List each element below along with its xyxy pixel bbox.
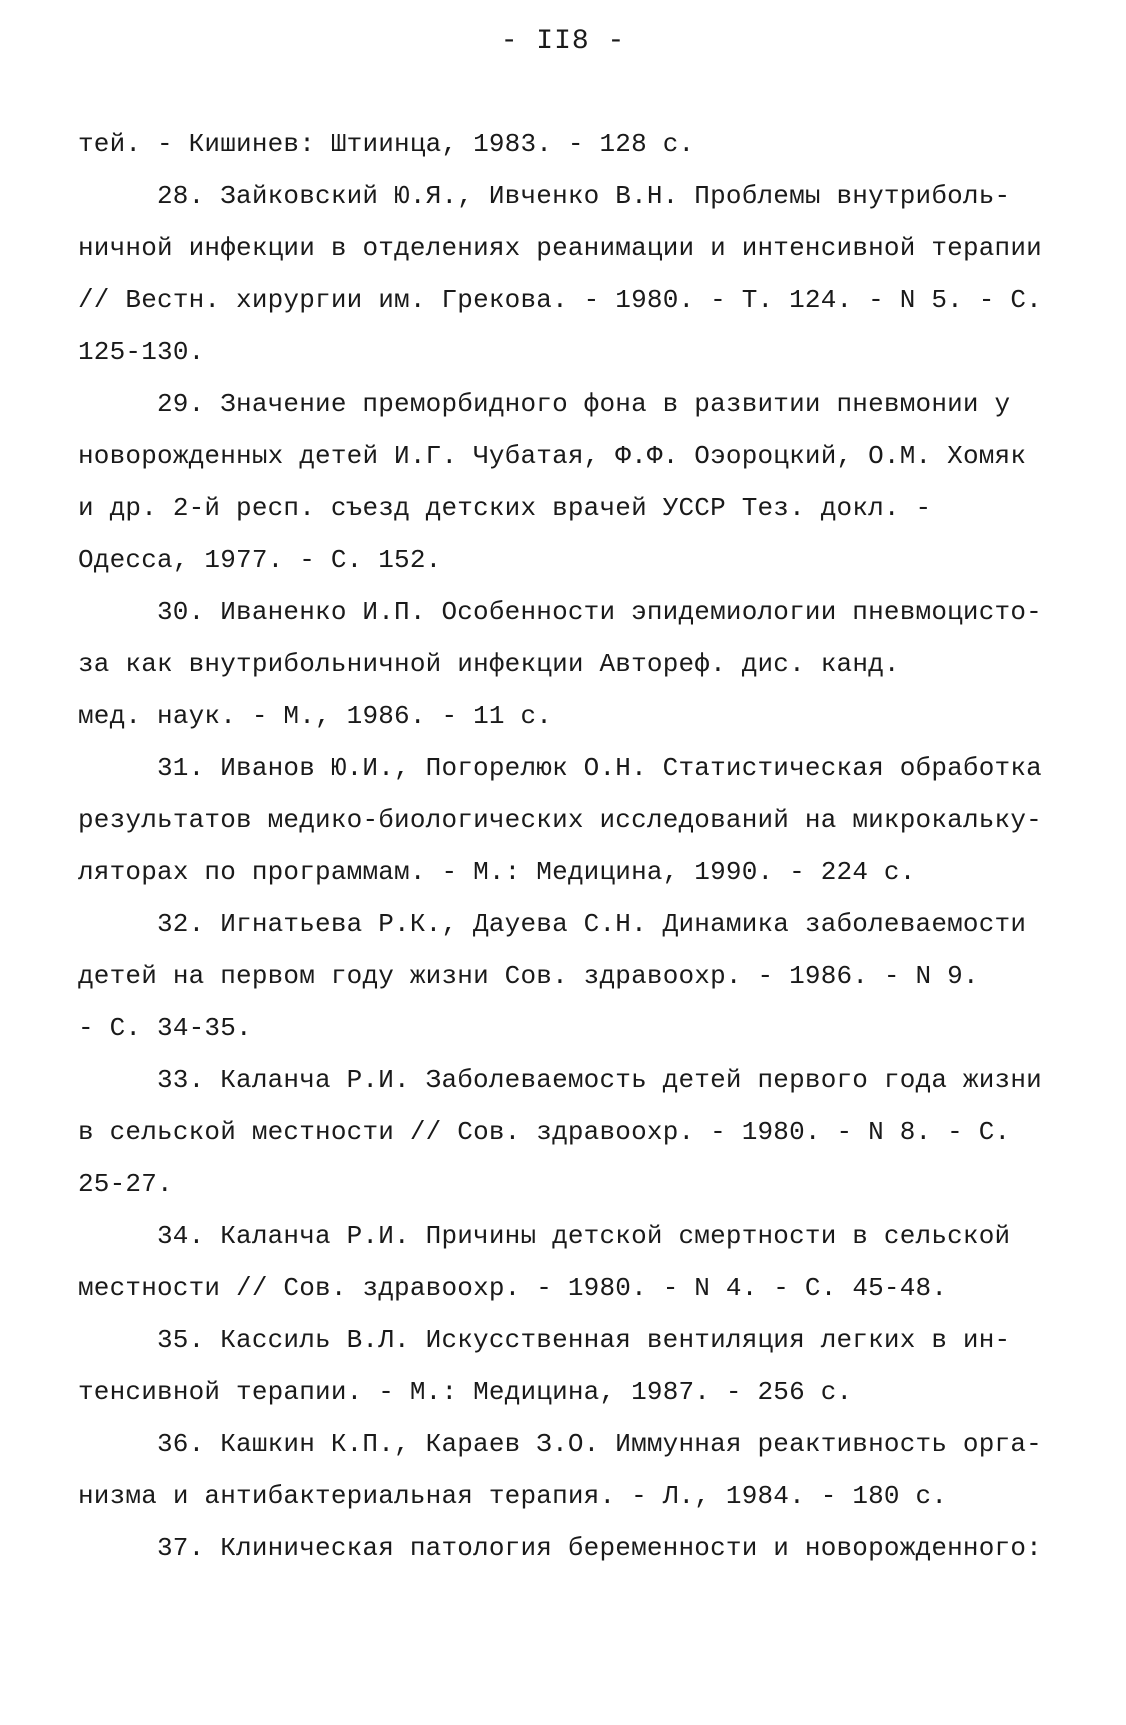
reference-list	[78, 118, 1042, 1574]
text-line: 33. Каланча Р.И. Заболеваемость детей первого года жизни	[157, 1065, 1042, 1095]
text-line: Одесса, 1977. - С. 152.	[78, 545, 442, 575]
text-line: 29. Значение преморбидного фона в развитии пневмонии у	[157, 389, 1011, 419]
text-line: тенсивной терапии. - М.: Медицина, 1987. - 256 с.	[78, 1377, 853, 1407]
text-line: местности // Сов. здравоохр. - 1980. - N 4. - С. 45-48.	[78, 1273, 948, 1303]
page-number: - II8 -	[500, 26, 626, 57]
text-line: 32. Игнатьева Р.К., Дауева С.Н. Динамика заболеваемости	[157, 909, 1027, 939]
text-line: мед. наук. - М., 1986. - 11 с.	[78, 701, 553, 731]
text-line: 36. Кашкин К.П., Караев З.О. Иммунная реактивность орга-	[157, 1429, 1042, 1459]
text-line: в сельской местности // Сов. здравоохр. - 1980. - N 8. - С.	[78, 1117, 1011, 1147]
text-line: 35. Кассиль В.Л. Искусственная вентиляция легких в ин-	[157, 1325, 1011, 1355]
text-line: новорожденных детей И.Г. Чубатая, Ф.Ф. Оэороцкий, О.М. Хомяк	[78, 441, 1027, 471]
text-line: и др. 2-й респ. съезд детских врачей УССР Тез. докл. -	[78, 493, 932, 523]
text-line: 125-130.	[78, 337, 205, 367]
text-line: 28. Зайковский Ю.Я., Ивченко В.Н. Проблемы внутриболь-	[157, 181, 1011, 211]
text-line: // Вестн. хирургии им. Грекова. - 1980. - Т. 124. - N 5. - С.	[78, 285, 1042, 315]
text-line: 37. Клиническая патология беременности и новорожденного:	[157, 1533, 1042, 1563]
text-line: 30. Иваненко И.П. Особенности эпидемиологии пневмоцисто-	[157, 597, 1042, 627]
text-line: ничной инфекции в отделениях реанимации и интенсивной терапии	[78, 233, 1042, 263]
text-line: результатов медико-биологических исследований на микрокальку-	[78, 805, 1042, 835]
text-line: детей на первом году жизни Сов. здравоохр. - 1986. - N 9.	[78, 961, 979, 991]
text-line: 34. Каланча Р.И. Причины детской смертности в сельской	[157, 1221, 1011, 1251]
text-line: за как внутрибольничной инфекции Автореф. дис. канд.	[78, 649, 900, 679]
text-line: - С. 34-35.	[78, 1013, 252, 1043]
text-line: тей. - Кишинев: Штиинца, 1983. - 128 с.	[78, 129, 695, 159]
text-line: 25-27.	[78, 1169, 173, 1199]
text-line: низма и антибактериальная терапия. - Л., 1984. - 180 с.	[78, 1481, 948, 1511]
text-line: ляторах по программам. - М.: Медицина, 1990. - 224 с.	[78, 857, 916, 887]
text-line: 31. Иванов Ю.И., Погорелюк О.Н. Статистическая обработка	[157, 753, 1042, 783]
